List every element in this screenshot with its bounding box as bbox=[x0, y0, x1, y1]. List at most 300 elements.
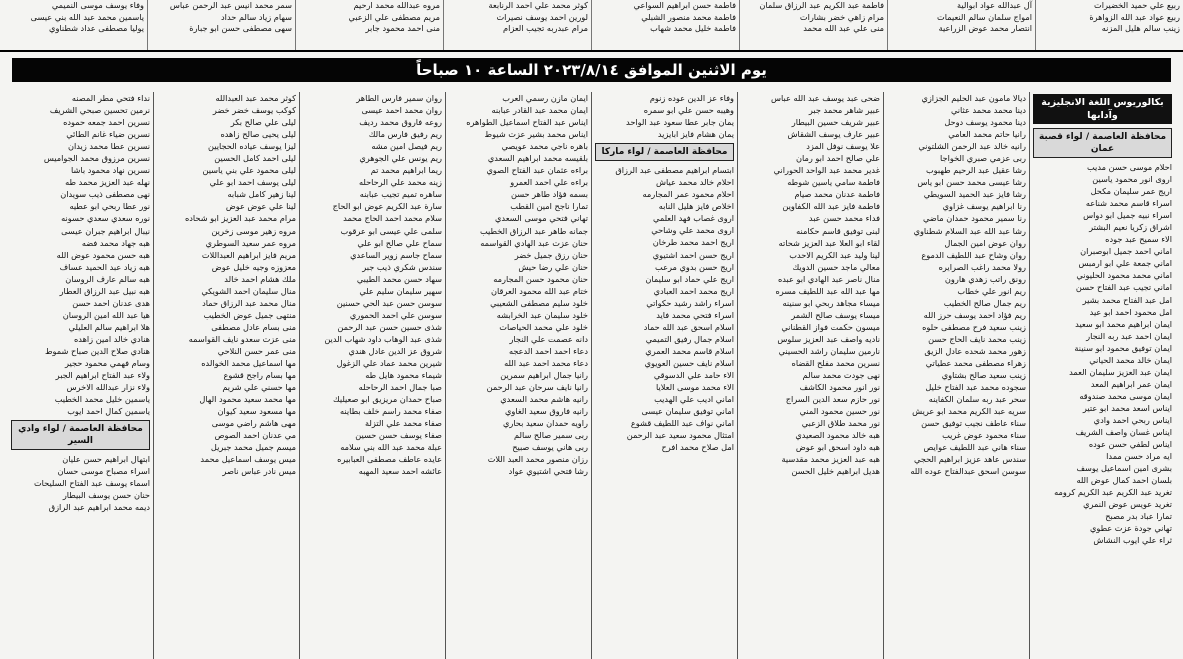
candidate-name: اماني جمعة علي ابو ارمبس bbox=[1078, 258, 1172, 269]
candidate-name: سوسن حسن عبد الحي حسنين bbox=[336, 297, 442, 308]
top-strip-column bbox=[443, 0, 591, 50]
candidate-name: سلمى علي عيسى ابو عرقوب bbox=[340, 225, 442, 236]
candidate-name: رونق راتب زهدي هارون bbox=[944, 273, 1026, 284]
top-strip-name: آل عبدالله عواد ابوالية bbox=[956, 0, 1032, 10]
candidate-name: ريم رفيق فارس مالك bbox=[368, 129, 442, 140]
candidate-name: شروق عز الدين عادل هندي bbox=[348, 345, 442, 356]
candidate-name: نور حسين محمود المني bbox=[799, 406, 880, 417]
candidate-name: شذى حسين حسن عبد الرحمن bbox=[337, 321, 442, 332]
candidate-name: اماني احمد جميل ابوصبران bbox=[1080, 246, 1172, 257]
candidate-name: ميسم جميل محمد جبريل bbox=[210, 442, 296, 453]
candidate-name: زهور محمد شحده عادل الزيق bbox=[924, 345, 1026, 356]
candidate-name: مها مسعود سعيد كيوان bbox=[217, 406, 296, 417]
candidate-name: اريج حسن احمد اشتيوي bbox=[652, 249, 734, 260]
candidate-name: منتهى جميل عوض الخطيب bbox=[203, 309, 296, 320]
candidate-name: ربى عزمي صبري الخواجا bbox=[940, 153, 1026, 164]
candidate-name: هبه عبد العزيز محمد مقدسية bbox=[781, 454, 880, 465]
candidate-name: علي صالح احمد ابو رمان bbox=[795, 153, 880, 164]
candidate-name: ملك هشام احمد خالد bbox=[224, 273, 296, 284]
candidate-name: اريج علي حماد ابو سليمان bbox=[645, 273, 734, 284]
candidate-name: لينا وليد عبد الكريم الاحدب bbox=[789, 249, 880, 260]
date-banner bbox=[12, 58, 1171, 82]
candidate-name: دينا محمود يوسف دوحل bbox=[944, 117, 1026, 128]
candidate-name: ريم فؤاد احمد يوسف حرز الله bbox=[923, 309, 1026, 320]
candidate-name: هبه جهاد محمد فضه bbox=[81, 237, 150, 248]
candidate-name: رشا عقيل عبد الرحيم طهبوب bbox=[925, 165, 1026, 176]
candidate-name: نسرين احمد جمعه حموده bbox=[63, 117, 150, 128]
top-strip-name: كوثر محمد علي احمد الرنابعة bbox=[488, 0, 588, 10]
candidate-name: ايمان توفيق محمود ابو سنينة bbox=[1074, 342, 1172, 353]
candidate-name: ميس نادر عباس ناصر bbox=[222, 466, 296, 477]
candidate-name: براءه علي احمد العمرو bbox=[510, 177, 588, 188]
candidate-name: الاء سميح عبد جوده bbox=[1105, 234, 1172, 245]
candidate-name: براءه عثمان عبد الفتاح الصوي bbox=[486, 165, 588, 176]
candidate-name: ختام عبد الله محمود العرقان bbox=[491, 285, 588, 296]
candidate-name: هنادي خالد امين زاهده bbox=[74, 333, 150, 344]
candidate-name: نوره سعدي سعدي حسونه bbox=[61, 213, 150, 224]
candidate-name: هديل ابراهيم خليل الحسن bbox=[791, 466, 880, 477]
candidate-name: خلود سليمان عبد الخرابشه bbox=[496, 309, 588, 320]
candidate-name: مي عدنان احمد الصوص bbox=[214, 430, 296, 441]
candidate-name: ربى هاني يوسف صبيح bbox=[512, 442, 588, 453]
candidate-name: فاطمة سامي ياسين شوطه bbox=[787, 177, 880, 188]
candidate-name: ميسون حكمت فواز القطناني bbox=[781, 321, 880, 332]
candidate-name: ابتهال ابراهيم حسن عليان bbox=[62, 454, 150, 465]
candidate-name: امل محمود احمد ابو عيد bbox=[1089, 306, 1172, 317]
top-strip-column bbox=[295, 0, 443, 50]
candidate-name: روعه فاروق محمد رديف bbox=[359, 117, 442, 128]
candidate-name: عايده عاطف مصطفى العبابيره bbox=[337, 454, 442, 465]
top-strip-column bbox=[591, 0, 739, 50]
candidate-name: كوكب يوسف خضر خضر bbox=[212, 105, 296, 116]
candidate-name: ليلى علي صالح بكر bbox=[230, 117, 296, 128]
candidate-name: ايمان موسى محمد صندوقه bbox=[1079, 390, 1172, 401]
candidate-name: اماني نواف عبد اللطيف قشوع bbox=[630, 418, 734, 429]
candidate-name: ليلى محمود علي بني ياسين bbox=[202, 165, 296, 176]
candidate-name: ربى سمير صالح سالم bbox=[514, 430, 588, 441]
candidate-name: خلود علي محمد الحياصات bbox=[499, 321, 588, 332]
candidate-name: نور محمد طلاق الزعبي bbox=[801, 418, 880, 429]
names-column bbox=[153, 92, 299, 659]
candidate-name: لبنى توفيق قاسم حكامنه bbox=[796, 225, 880, 236]
candidate-name: زينب سعيد صالح بشتاوي bbox=[941, 370, 1026, 381]
top-strip-name: منى علي عبد الله محمد bbox=[803, 23, 884, 33]
top-strip-name: وفاء يوسف موسى النميمي bbox=[51, 0, 144, 10]
candidate-name: ولاء عبد الفتاح ابراهيم الجبر bbox=[55, 370, 150, 381]
candidate-name: اسراء مصباح موسى حسان bbox=[57, 466, 150, 477]
candidate-name: سارة عبد الكريم عوض ابو الحاج bbox=[332, 201, 442, 212]
candidate-name: رانيا نايف سرحان عبد الرحمن bbox=[486, 382, 588, 393]
candidate-name: يمان جابر عطا سعود عبد الواحد bbox=[626, 117, 734, 128]
candidate-name: لينا علي عوض عوض bbox=[225, 201, 296, 212]
candidate-name: امتثال محمود سعيد عبد الرحمن bbox=[626, 430, 734, 441]
names-column bbox=[737, 92, 883, 659]
candidate-name: سحر عبد ربه سلمان الكفاينه bbox=[928, 394, 1026, 405]
candidate-name: ريم انور علي خطاب bbox=[957, 285, 1026, 296]
candidate-name: زينب محمد نايف الحاج حسن bbox=[928, 333, 1026, 344]
top-strip-name: سهى مصطفى حسن ابو جبارة bbox=[189, 23, 292, 33]
candidate-name: باهره ناجي محمد عويصي bbox=[501, 141, 588, 152]
candidate-name: رانيه هاشم محمد السعدي bbox=[500, 394, 588, 405]
top-strip-column bbox=[1035, 0, 1183, 50]
candidate-name: ولاء نزار عبدالله الاخرس bbox=[66, 382, 150, 393]
candidate-name: ايمان احمد عبد ربه النجار bbox=[1086, 330, 1172, 341]
candidate-name: مها حسني علي شريم bbox=[222, 382, 296, 393]
candidate-name: نهله عبد العزيز محمد طه bbox=[65, 177, 150, 188]
candidate-name: ايناس عبد الفتاح اسماعيل الطواهره bbox=[466, 117, 588, 128]
candidate-name: لينا زهير كامل شبابه bbox=[227, 189, 296, 200]
candidate-name: زينه محمد علي الرحاحله bbox=[358, 177, 442, 188]
candidate-name: ناديه واصف عبد العزيز سلوس bbox=[777, 333, 880, 344]
candidate-name: معزوزه وجيه خليل عوض bbox=[211, 261, 296, 272]
candidate-name: نرمين تحسين صبحي الشريف bbox=[49, 105, 150, 116]
candidate-name: اروى محمد علي وشاحي bbox=[651, 225, 734, 236]
candidate-name: هبه زياد عبد الحميد عساف bbox=[59, 261, 150, 272]
candidate-name: حنان عزت عبد الهادي القواسمه bbox=[480, 237, 588, 248]
candidate-name: حنان رزق جميل خضر bbox=[514, 249, 588, 260]
top-strip-name: فاطمة خليل محمد شهاب bbox=[650, 23, 736, 33]
candidate-name: حنان محمود حسن المجارمه bbox=[493, 273, 588, 284]
candidate-name: فداء محمد حسن عبد bbox=[808, 213, 880, 224]
names-column bbox=[883, 92, 1029, 659]
candidate-name: رنا ابراهيم يوسف غزاوي bbox=[942, 201, 1026, 212]
candidate-name: تهاني جودة عزت عطوي bbox=[1089, 523, 1172, 534]
candidate-name: هيا عبد الله امين الروسان bbox=[62, 309, 150, 320]
candidate-name: تغريد عويس عوض النمري bbox=[1083, 499, 1172, 510]
top-strip-name: زينب سالم هليل المزنه bbox=[1101, 23, 1180, 33]
candidate-name: ليلى احمد كامل الحسين bbox=[214, 153, 296, 164]
candidate-name: اريج عمر سليمان مكحل bbox=[1090, 186, 1172, 197]
candidate-name: نسرين مرزوق محمد الجواميس bbox=[43, 153, 150, 164]
candidate-name: ريما ابراهيم محمد تم bbox=[370, 165, 442, 176]
candidate-name: سجوده محمد عبد الفتاح خليل bbox=[925, 382, 1026, 393]
candidate-name: بلقيسه محمد ابراهيم السعدي bbox=[487, 153, 588, 164]
candidate-name: رولا محمد راغب الصرايره bbox=[938, 261, 1026, 272]
candidate-name: منى عمر حسن النلاحي bbox=[217, 345, 296, 356]
candidate-name: سوسن علي احمد الحموري bbox=[349, 309, 442, 320]
candidate-name: هبه داود اسحق ابو عوض bbox=[795, 442, 880, 453]
candidate-name: علا يوسف نوفل المزد bbox=[806, 141, 880, 152]
candidate-name: رانيا جمال ابراهيم سمرين bbox=[500, 370, 588, 381]
candidate-name: تمارا ناجح امين القطب bbox=[510, 201, 588, 212]
candidate-name: غدير محمد عبد الواحد الحوراني bbox=[773, 165, 880, 176]
candidate-name: جمانه طاهر عبد الرزاق الخطيب bbox=[479, 225, 588, 236]
top-strip-name: ياسمين محمد عبد الله بني عيسى bbox=[30, 11, 144, 22]
candidate-name: رانيه خالد عبد الرحمن الشلتوني bbox=[918, 141, 1026, 152]
region-header: محافظة العاصمة / لواء قصبة عمان bbox=[1033, 128, 1172, 158]
candidate-name: فاطمة فايز عبد الله الكفاوين bbox=[782, 201, 880, 212]
top-strip-name: سهام زياد سالم حداد bbox=[221, 11, 292, 22]
candidate-name: سوسن اسحق عبدالفتاح عوده الله bbox=[910, 466, 1026, 477]
candidate-name: روان محمد احمد عيسى bbox=[361, 105, 442, 116]
region-header: محافظة العاصمة / لواء ماركا bbox=[595, 143, 734, 161]
candidate-name: رزان منصور محمد العبد اللات bbox=[487, 454, 588, 465]
candidate-name: نداء فتحي مطر المصنه bbox=[71, 93, 150, 103]
candidate-name: مها بسام راجح قشوع bbox=[223, 370, 296, 381]
candidate-name: الاء محمد موسى العلايا bbox=[656, 382, 734, 393]
candidate-name: اسلام اسحق عبد الله حماد bbox=[643, 321, 734, 332]
top-strip-name: مرام عبدربه تجيب العزام bbox=[503, 23, 588, 33]
candidate-name: شيرين محمد عماد علي الزغول bbox=[336, 358, 442, 369]
candidate-name: حنان حسن يوسف البيطار bbox=[62, 490, 150, 501]
candidate-name: شيماء محمود هايل طه bbox=[365, 370, 442, 381]
candidate-name: صبا جمال احمد الرحاحله bbox=[358, 382, 442, 393]
candidate-name: ياسمين خليل محمد الخطيب bbox=[54, 394, 150, 405]
candidate-name: اسلام نايف حسين العويوي bbox=[644, 357, 734, 368]
top-strip-name: لورين احمد يوسف نصيرات bbox=[496, 11, 588, 22]
candidate-name: هلا ابراهيم سالم العليلي bbox=[68, 321, 150, 332]
candidate-name: ايناس اسعد محمد ابو عتير bbox=[1082, 402, 1172, 413]
candidate-name: مروه عمر سعيد السوطري bbox=[205, 237, 296, 248]
top-strip-name: فاطمة عبد الكريم عبد الرزاق سلمان bbox=[759, 0, 884, 10]
candidate-name: احلام موسى حسن مديب bbox=[1087, 162, 1172, 172]
candidate-name: مها محمد سعيد محمود الهال bbox=[199, 394, 296, 405]
candidate-name: لقاء ابو العلا عبد العزيز شحاته bbox=[778, 237, 880, 248]
top-strip-column bbox=[739, 0, 887, 50]
candidate-name: سهير سليمان سليم علي bbox=[359, 285, 442, 296]
candidate-name: سريه عبد الكريم محمد ابو عريش bbox=[912, 406, 1026, 417]
candidate-name: ريم جمال صالح الخطيب bbox=[943, 297, 1026, 308]
candidate-name: نور حازم سعد الدين السراج bbox=[785, 394, 880, 405]
top-strip-column bbox=[887, 0, 1035, 50]
candidate-name: راويه حمدان سعيد بحاري bbox=[502, 418, 588, 429]
candidate-name: اروى غصاب فهد العلمي bbox=[653, 213, 734, 224]
candidate-name: امل عبد الفتاح محمد بشير bbox=[1082, 294, 1172, 305]
candidate-name: كوثر محمد عبد العبدالله bbox=[215, 93, 296, 103]
candidate-name: صفاء يوسف حسن حسين bbox=[355, 430, 442, 441]
candidate-name: بلسان احمد كمال عوض الله bbox=[1076, 475, 1172, 486]
candidate-name: ايمان خالد محمد الحياني bbox=[1089, 354, 1172, 365]
candidate-name: منى بسام عادل مصطفى bbox=[211, 321, 296, 332]
candidate-name: اسلام قاسم محمد العمري bbox=[645, 345, 734, 356]
candidate-name: ساهره تميم تجيب عبابنه bbox=[359, 189, 442, 200]
candidate-name: ايناس لطفي حسن عوده bbox=[1088, 439, 1172, 450]
candidate-name: مرام محمد عبد العزيز ابو شحاده bbox=[184, 213, 296, 224]
candidate-name: نسرين محمد مفلح القضاه bbox=[791, 358, 880, 369]
candidate-name: ايمان محمد عبد القادر عبابنه bbox=[491, 105, 588, 116]
top-strip-name: فاطمة محمد منصور الشبلي bbox=[641, 11, 736, 22]
candidate-name: روان سمير فارس الطاهر bbox=[356, 93, 442, 103]
candidate-name: بسمه فؤاد طاهر حسن bbox=[510, 189, 588, 200]
candidate-name: عائشه احمد سعيد المهبه bbox=[358, 466, 442, 477]
candidate-name: نارمين سليمان راشد الحسيني bbox=[778, 345, 880, 356]
banner-title: يوم الاثنين الموافق ٢٠٢٣/٨/١٤ الساعة ١٠ صباحاً bbox=[416, 61, 767, 79]
top-strip-column bbox=[0, 0, 147, 50]
candidate-name: عبير عارف يوسف الشقاش bbox=[787, 129, 880, 140]
candidate-name: اسراء نبيه جميل ابو دواس bbox=[1083, 210, 1172, 221]
candidate-name: هبه حسن محمود عوض الله bbox=[56, 249, 150, 260]
candidate-name: ايناس ربحي احمد وادي bbox=[1093, 414, 1172, 425]
candidate-name: اماني تجيب عبد الفتاح حسن bbox=[1075, 282, 1172, 293]
names-column bbox=[8, 92, 153, 659]
top-strip-name: ربيع عواد عبد الله الزواهرة bbox=[1089, 11, 1180, 22]
top-strip-name: انتصار محمد عوض الزراعية bbox=[938, 23, 1032, 33]
candidate-name: ليلى يوسف احمد ابو علي bbox=[209, 177, 296, 188]
candidate-name: رنا سمير محمود حمدان ماضي bbox=[922, 213, 1026, 224]
candidate-name: ابتسام ابراهيم مصطفى عبد الرزاق bbox=[615, 165, 734, 176]
candidate-name: بشرى امين اسماعيل يوسف bbox=[1076, 463, 1172, 474]
candidate-name: شذى عبد الوهاب داود شهاب الدين bbox=[324, 333, 442, 344]
names-column bbox=[1029, 92, 1175, 659]
candidate-name: هبه سالم عارف الروسان bbox=[65, 273, 150, 284]
candidate-name: احلام محمود عمر المجارمه bbox=[642, 189, 734, 200]
candidate-name: نسرين ضياء غانم الطائي bbox=[66, 129, 150, 140]
candidate-name: اسراء راشد رشيد حكواتي bbox=[646, 297, 734, 308]
candidate-name: روان عوض امين الجمال bbox=[944, 237, 1026, 248]
names-column bbox=[591, 92, 737, 659]
top-name-strip bbox=[0, 0, 1183, 52]
candidate-name: رشا عيسى محمد حسن ابو ياس bbox=[917, 177, 1026, 188]
top-strip-name: منى احمد محمود جابر bbox=[365, 23, 440, 33]
candidate-name: رانيه فاروق سعيد الغاوي bbox=[505, 406, 588, 417]
candidate-name: اماني توفيق سليمان عيسى bbox=[641, 406, 734, 417]
top-strip-name: يوليا مصطفى عداد شطناوي bbox=[49, 23, 144, 33]
candidate-name: سناء عاطف نجيب توفيق حسن bbox=[921, 418, 1026, 429]
top-strip-name: سمر محمد انيس عبد الرحمن عباس bbox=[169, 0, 292, 10]
region-header: محافظة العاصمة / لواء وادي السير bbox=[11, 420, 150, 450]
top-strip-name: مروه عبدالله محمد ارحيم bbox=[353, 0, 440, 10]
top-strip-name: امواج سلمان سالم النعيمات bbox=[937, 11, 1032, 22]
candidate-name: اسراء فتحي محمد فايد bbox=[656, 309, 734, 320]
candidate-name: نسرين نهاد محمود باشا bbox=[70, 165, 150, 176]
candidate-name: صفاء محمد علي التزلة bbox=[364, 418, 442, 429]
candidate-name: ديالا مامون عبد الحليم الجزازي bbox=[921, 93, 1026, 103]
candidate-name: وهيبه حسن علي ابو سمره bbox=[643, 105, 734, 116]
specialization-header: بكالوريوس اللغة الانجليزية وآدابها bbox=[1033, 94, 1172, 124]
names-column bbox=[299, 92, 445, 659]
candidate-name: منى عزت سعدو نايف القواسمه bbox=[188, 333, 296, 344]
candidate-name: ثراء علي ايوب النشاش bbox=[1093, 535, 1172, 546]
candidate-name: سناء هاني عبد اللطيف عوايص bbox=[923, 442, 1026, 453]
names-columns bbox=[8, 92, 1175, 659]
candidate-name: صباح حمدان مريزيق ابو صعيليك bbox=[332, 394, 442, 405]
top-strip-name: مرام زاهي خضر بشارات bbox=[799, 11, 884, 22]
candidate-name: هبه نبيل عبد الرزاق العطار bbox=[59, 285, 150, 296]
candidate-name: اسلام جمال رفيق التميمي bbox=[645, 333, 734, 344]
candidate-name: رشا عبد الله عبد السلام شطناوي bbox=[913, 225, 1026, 236]
candidate-name: دعاء محمد احمد عبد الله bbox=[504, 358, 588, 369]
candidate-name: منال ناصر عبد الهادي ابو عبده bbox=[777, 273, 880, 284]
names-column bbox=[445, 92, 591, 659]
candidate-name: ليزا يوسف عياده الحجايين bbox=[207, 141, 296, 152]
candidate-name: ميساء مجاهد ربحي ابو سنينه bbox=[782, 297, 880, 308]
candidate-name: هبه خالد محمود الصعيدي bbox=[795, 430, 880, 441]
candidate-name: معالي ماجد حسين الدويك bbox=[792, 261, 880, 272]
candidate-name: مريم فايز ابراهيم العبداللات bbox=[201, 249, 296, 260]
candidate-name: وفاء عز الدين عوده زنوم bbox=[649, 93, 734, 103]
candidate-name: اشراق زكريا نعيم البشتر bbox=[1089, 222, 1172, 233]
candidate-name: احلام خالد محمد عياش bbox=[656, 177, 734, 188]
candidate-name: رشا فتحي اشتيوي عواد bbox=[508, 466, 588, 477]
candidate-name: اخلاص فايز هليل النابه bbox=[658, 201, 734, 212]
candidate-name: هنادي صلاح الدين صباح شموط bbox=[44, 345, 150, 356]
candidate-name: ميس يوسف اسماعيل محمد bbox=[200, 454, 296, 465]
candidate-name: ايمان ابراهيم محمد ابو سعيد bbox=[1075, 318, 1172, 329]
candidate-name: نور عطا ربحي ابو عطيه bbox=[69, 201, 150, 212]
candidate-name: دعاء احمد احمد الدعجه bbox=[508, 345, 588, 356]
candidate-name: اماني اديب علي الهديب bbox=[654, 394, 734, 405]
candidate-name: اريج احمد محمد طرخان bbox=[652, 237, 734, 248]
candidate-name: روان وشاح عبد اللطيف الدموع bbox=[921, 249, 1026, 260]
candidate-name: سهاد حسن محمد الطيبي bbox=[356, 273, 442, 284]
candidate-name: رشا فايز عبد الحميد السويطي bbox=[923, 189, 1026, 200]
candidate-name: عبير شريف حسين البيطار bbox=[791, 117, 880, 128]
candidate-name: عبير شاهر محمد جبر bbox=[808, 105, 880, 116]
candidate-name: ريم يونس علي الجوهري bbox=[359, 153, 442, 164]
candidate-name: صفاء محمد راسم خلف بطاينه bbox=[340, 406, 442, 417]
candidate-name: سماح جاسم زوير الساعدي bbox=[350, 249, 442, 260]
candidate-name: ياسمين كمال احمد ايوب bbox=[67, 406, 150, 417]
candidate-name: رانيا حاتم محمد العامي bbox=[948, 129, 1026, 140]
candidate-name: خلود سليم مصطفى الشعيبي bbox=[490, 297, 588, 308]
candidate-name: حنان علي رضا حيش bbox=[518, 261, 588, 272]
candidate-name: عبلة محمد عبد الله بني سلامه bbox=[340, 442, 442, 453]
candidate-name: ايمان مازن رسمي العرب bbox=[502, 93, 588, 103]
candidate-name: دينا محمد محمد عثاني bbox=[950, 105, 1026, 116]
candidate-name: ايمان عبد العزيز سليمان العمد bbox=[1069, 366, 1172, 377]
candidate-name: اماني محمد محمود الحليوني bbox=[1076, 270, 1172, 281]
candidate-name: اريج حسن بدوي مرعب bbox=[655, 261, 734, 272]
candidate-name: زينب سعيد فرح مصطفى حلوه bbox=[922, 321, 1026, 332]
candidate-name: مها اسماعيل محمد الخوالده bbox=[201, 358, 296, 369]
candidate-name: سندس عاهد عزيز ابراهيم الحجي bbox=[914, 454, 1026, 465]
candidate-name: ايناس غسان واصف الشريف bbox=[1075, 427, 1172, 438]
candidate-name: ضحى عبد يوسف عبد الله عباس bbox=[771, 93, 880, 103]
candidate-name: سلام محمد احمد الحاج محمد bbox=[343, 213, 442, 224]
candidate-name: مها عبد الله عبد اللطيف مسره bbox=[775, 285, 880, 296]
candidate-name: منال محمد عبد الرزاق حماد bbox=[202, 297, 296, 308]
candidate-name: هدى عدنان احمد حسن bbox=[72, 297, 150, 308]
candidate-name: منال سليمان احمد الشويكي bbox=[201, 285, 296, 296]
top-strip-name: ربيع علي حميد الخضيرات bbox=[1094, 0, 1180, 10]
candidate-name: تهاني فتحي موسى السعدي bbox=[495, 213, 588, 224]
candidate-name: زهراء مصطفى محمد عطياتي bbox=[925, 358, 1026, 369]
candidate-name: ريم فيصل امين مشه bbox=[371, 141, 442, 152]
candidate-name: نهى مصطفى ذيب سويدان bbox=[60, 189, 150, 200]
candidate-name: نيبال ابراهيم جبران عيسى bbox=[61, 225, 150, 236]
top-strip-name: مريم مصطفى علي الزعبي bbox=[348, 11, 440, 22]
candidate-name: نور انور محمود الكاشف bbox=[799, 382, 880, 393]
candidate-name: نسرين عطا محمد زيدان bbox=[67, 141, 150, 152]
candidate-name: اروى انور محمود ياسين bbox=[1092, 174, 1172, 185]
candidate-name: ميساء يوسف صالح الشمر bbox=[791, 309, 880, 320]
candidate-name: تمارا عباد بدر مصبح bbox=[1105, 511, 1172, 522]
candidate-name: امل صلاح محمد افرح bbox=[661, 442, 734, 453]
candidate-name: ليلى يحيى صالح زاهده bbox=[220, 129, 296, 140]
candidate-name: يمان هشام فايز ابايزيد bbox=[657, 129, 734, 140]
candidate-name: مهى هاشم راضي موسى bbox=[211, 418, 296, 429]
candidate-name: ايمان عمر ابراهيم المعد bbox=[1090, 378, 1172, 389]
candidate-name: اسماء يوسف عبد الفتاح السليحات bbox=[33, 478, 150, 489]
top-strip-name: فاطمة حسن ابراهيم السواعي bbox=[633, 0, 736, 10]
candidate-name: فاطمة عدنان محمد صيام bbox=[794, 189, 880, 200]
candidate-name: ديمه محمد ابراهيم عبد الرازق bbox=[48, 502, 150, 513]
candidate-name: وسام فهمي محمود حجير bbox=[64, 358, 150, 369]
candidate-name: سندس شكري ذيب جبر bbox=[362, 261, 442, 272]
candidate-name: سناء محمود عوض غريب bbox=[942, 430, 1026, 441]
top-strip-column bbox=[147, 0, 295, 50]
candidate-name: اريج محمد احمد العبادي bbox=[653, 285, 734, 296]
candidate-name: دانه عصمت علي النجار bbox=[509, 333, 588, 344]
candidate-name: اسراء قاسم محمد شناعه bbox=[1085, 198, 1172, 209]
candidate-name: تغريد عبد الكريم عبد الكريم كرومه bbox=[1054, 487, 1172, 498]
candidate-name: الاء حامد علي الدسوقي bbox=[653, 369, 734, 380]
candidate-name: ايناس محمد بشير عزت شيوط bbox=[484, 129, 588, 140]
candidate-name: مروه زهير موسى زخرين bbox=[211, 225, 296, 236]
candidate-name: ايه مراد حسن ممدا bbox=[1106, 451, 1172, 462]
candidate-name: سماح علي صالح ابو علي bbox=[357, 237, 442, 248]
candidate-name: نهى جودت محمد سالم bbox=[802, 370, 880, 381]
